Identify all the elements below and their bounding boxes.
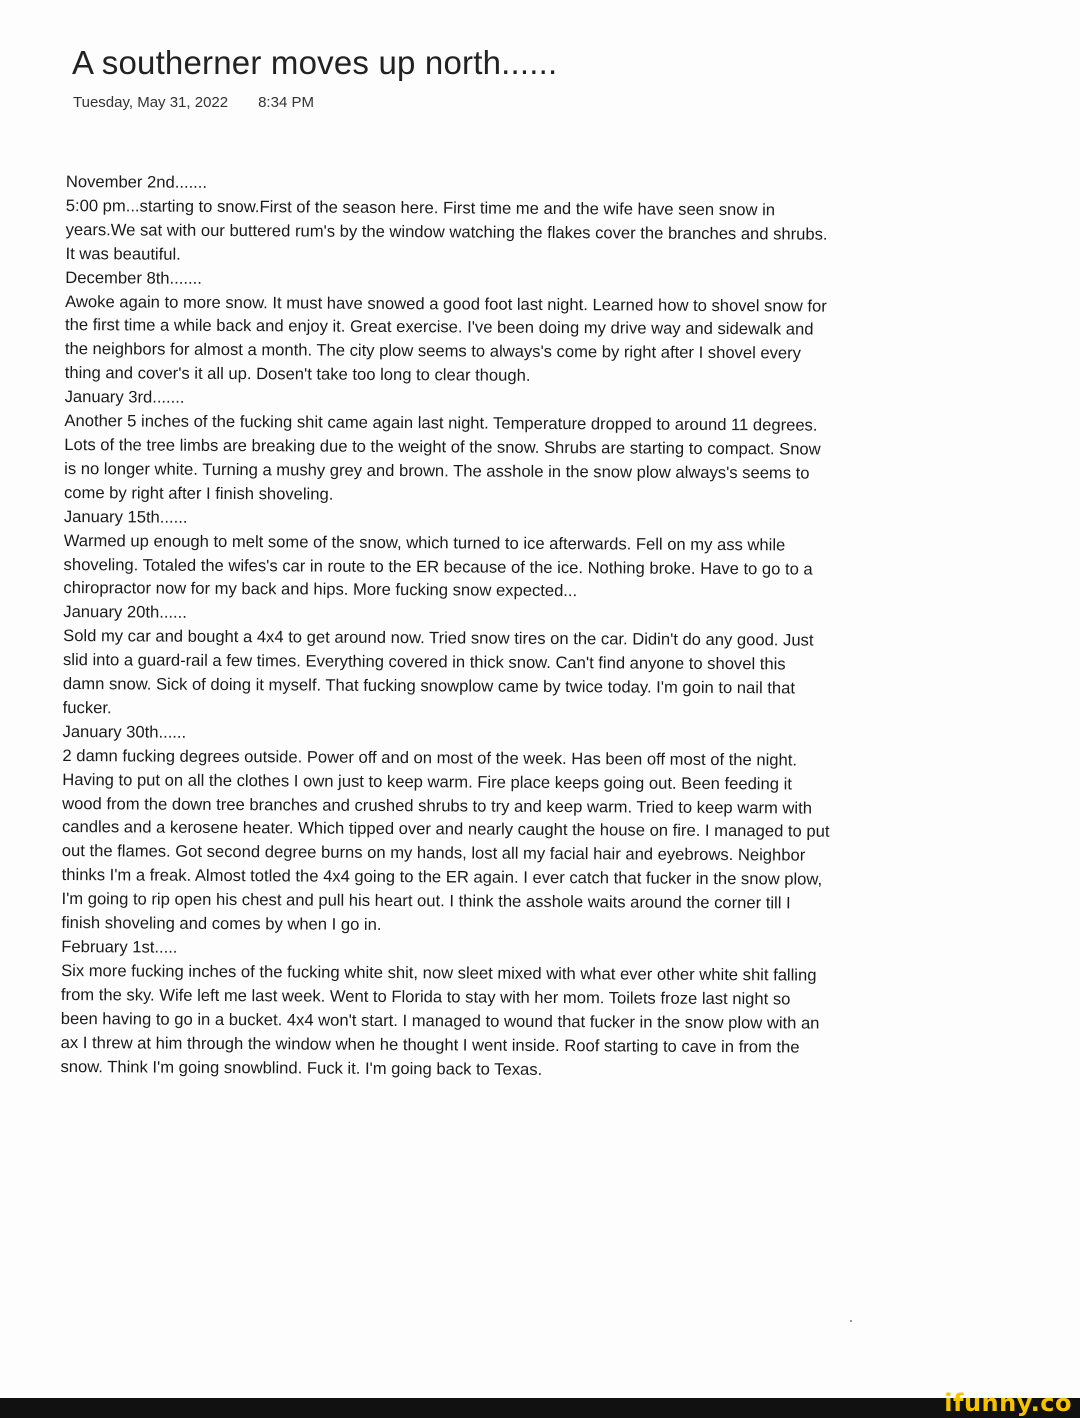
journal-line: January 3rd.......	[64, 387, 185, 407]
journal-line: Sold my car and bought a 4x4 to get around now. Tried snow tires on the car. Didin't do any good. Just	[63, 626, 814, 650]
journal-line: January 15th......	[63, 506, 188, 527]
journal-line: 2 damn fucking degrees outside. Power off and on most of the week. Has been off most of the night.	[62, 745, 798, 770]
journal-line: the neighbors for almost a month. The city plow seems to always's come by right after I shovel every	[64, 339, 802, 363]
journal-line: Awoke again to more snow. It must have snowed a good foot last night. Learned how to shovel snow for	[65, 291, 827, 316]
journal-line: Another 5 inches of the fucking shit came again last night. Temperature dropped to around 11 degrees.	[64, 411, 818, 435]
journal-line: February 1st.....	[61, 936, 178, 957]
footer-bar	[0, 1398, 1080, 1418]
document-timestamp	[73, 94, 314, 111]
journal-line: thinks I'm a freak. Almost totled the 4x4 going to the ER again. I ever catch that fucker in the snow plow,	[61, 865, 823, 889]
journal-line: December 8th.......	[65, 267, 202, 288]
journal-line: from the sky. Wife left me last week. Went to Florida to stay with her mom. Toilets froze last night so	[60, 984, 791, 1009]
document-date: Tuesday, May 31, 2022	[73, 94, 229, 111]
journal-line: candles and a kerosene heater. Which tipped over and nearly caught the house on fire. I managed to put	[61, 817, 830, 842]
journal-line: ax I threw at him through the window when he thought I went inside. Roof starting to cave in from the	[60, 1032, 800, 1057]
journal-line: It was beautiful.	[65, 243, 181, 264]
journal-line: fucker.	[62, 697, 112, 718]
journal-line: snow. Think I'm going snowblind. Fuck it. I'm going back to Texas.	[60, 1056, 543, 1079]
journal-line: Six more fucking inches of the fucking white shit, now sleet mixed with what ever other white shit falling	[61, 960, 817, 985]
journal-line: I'm going to rip open his chest and pull his heart out. I think the asshole waits around the corner till I	[61, 889, 791, 913]
journal-line: out the flames. Got second degree burns on my hands, lost all my facial hair and eyebrows. Neighbor	[61, 841, 806, 865]
journal-line: come by right after I finish shoveling.	[63, 482, 334, 504]
journal-line: finish shoveling and comes by when I go in.	[61, 913, 382, 935]
document-title: A southerner moves up north......	[72, 44, 558, 81]
journal-line: 5:00 pm...starting to snow.First of the season here. First time me and the wife have seen snow in	[65, 195, 776, 220]
document-time: 8:34 PM	[258, 94, 314, 111]
journal-line: Warmed up enough to melt some of the snow, which turned to ice afterwards. Fell on my ass while	[63, 530, 786, 554]
journal-line: been having to go in a bucket. 4x4 won't start. I managed to wound that fucker in the snow plow with an	[60, 1008, 820, 1033]
journal-line: January 30th......	[62, 721, 187, 742]
journal-line: Having to put on all the clothes I own just to keep warm. Fire place keeps going out. Been feeding it	[62, 769, 792, 794]
journal-line: wood from the down tree branches and crushed shrubs to try and keep warm. Tried to keep warm with	[62, 793, 813, 818]
ifunny-watermark: ifunny.co	[944, 1389, 1072, 1417]
journal-line: Lots of the tree limbs are breaking due to the weight of the snow. Shrubs are starting to compact. Snow	[64, 434, 821, 459]
journal-line: January 20th......	[63, 602, 187, 623]
scan-speck	[850, 1320, 852, 1322]
journal-line: chiropractor now for my back and hips. More fucking snow expected...	[63, 578, 578, 601]
journal-line: thing and cover's it all up. Dosen't take too long to clear though.	[64, 363, 531, 386]
journal-body	[60, 170, 916, 1084]
journal-line: slid into a guard-rail a few times. Everything covered in thick snow. Can't find anyone to shovel this	[62, 650, 786, 674]
journal-line: November 2nd.......	[65, 171, 208, 192]
journal-line: damn snow. Sick of doing it myself. That fucking snowplow came by twice today. I'm goin to nail that	[62, 674, 796, 698]
journal-line: is no longer white. Turning a mushy grey and brown. The asshole in the snow plow always's seems to	[64, 458, 810, 483]
journal-line: years.We sat with our buttered rum's by the window watching the flakes cover the branches and shrubs.	[65, 219, 828, 244]
journal-line: the first time a while back and enjoy it. Great exercise. I've been doing my drive way and sidewalk and	[64, 315, 814, 340]
journal-line: shoveling. Totaled the wifes's car in route to the ER because of the ice. Nothing broke. Have to go to a	[63, 554, 813, 579]
